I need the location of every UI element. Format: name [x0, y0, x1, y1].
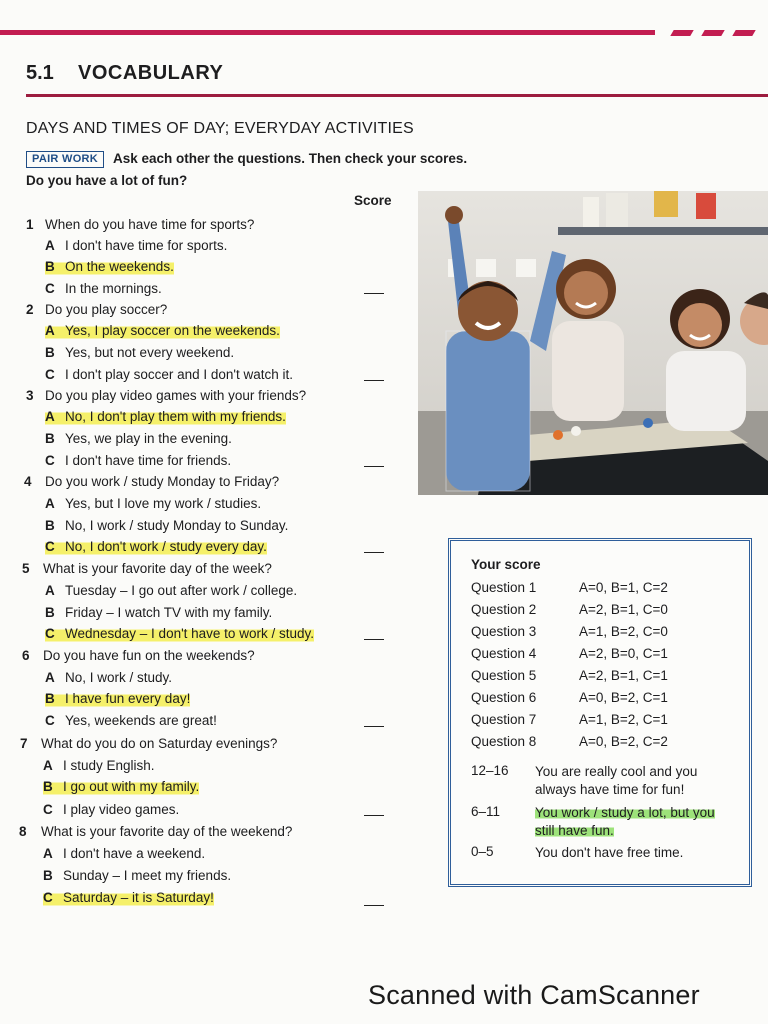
question-number: 4	[24, 474, 32, 489]
option-letter: B	[45, 691, 55, 706]
option-text: No, I work / study Monday to Sunday.	[65, 518, 289, 533]
score-row-question: Question 6	[471, 690, 537, 705]
score-column-header: Score	[354, 193, 392, 208]
question-text: Do you play video games with your friends?	[45, 388, 307, 403]
option-letter: C	[45, 626, 55, 641]
score-row-values: A=1, B=2, C=1	[579, 712, 668, 727]
question-number: 7	[20, 736, 28, 751]
answer-option	[43, 801, 179, 819]
top-bar-line	[0, 30, 655, 35]
score-range: 6–11	[471, 804, 501, 819]
option-letter: C	[45, 453, 55, 468]
option-letter: C	[45, 539, 55, 554]
question-text: What do you do on Saturday evenings?	[41, 736, 278, 751]
answer-option	[45, 452, 231, 470]
score-blank-line	[364, 726, 384, 727]
score-row-values: A=0, B=2, C=1	[579, 690, 668, 705]
score-blank-line	[364, 293, 384, 294]
answer-option	[45, 366, 293, 384]
option-letter: A	[45, 670, 55, 685]
quiz-title: Do you have a lot of fun?	[26, 173, 188, 188]
score-row-question: Question 8	[471, 734, 537, 749]
score-row-question: Question 2	[471, 602, 537, 617]
option-letter: B	[43, 779, 53, 794]
score-row-values: A=0, B=2, C=2	[579, 734, 668, 749]
option-text: Yes, but I love my work / studies.	[65, 496, 262, 511]
score-row-values: A=0, B=1, C=2	[579, 580, 668, 595]
question-text: Do you have fun on the weekends?	[43, 648, 255, 663]
top-bar-dash	[732, 30, 755, 36]
option-text: I play video games.	[63, 802, 180, 817]
score-key-box	[448, 538, 752, 887]
answer-option	[45, 237, 227, 255]
option-letter: A	[45, 323, 55, 338]
score-row-question: Question 1	[471, 580, 537, 595]
option-text: I don't play soccer and I don't watch it.	[65, 367, 294, 382]
answer-option-highlighted	[45, 625, 314, 643]
option-text: No, I work / study.	[65, 670, 173, 685]
answer-option-highlighted	[43, 778, 199, 796]
option-letter: B	[43, 868, 53, 883]
score-blank-line	[364, 905, 384, 906]
option-text: Yes, but not every weekend.	[65, 345, 235, 360]
option-letter: B	[45, 605, 55, 620]
score-row-values: A=2, B=1, C=0	[579, 602, 668, 617]
question-number: 3	[26, 388, 34, 403]
score-blank-line	[364, 552, 384, 553]
score-blank-line	[364, 815, 384, 816]
score-blank-line	[364, 466, 384, 467]
option-text: Yes, weekends are great!	[65, 713, 217, 728]
option-letter: B	[45, 345, 55, 360]
score-row-question: Question 3	[471, 624, 537, 639]
question-number: 2	[26, 302, 34, 317]
answer-option-highlighted	[45, 258, 174, 276]
question-text: What is your favorite day of the week?	[43, 561, 272, 576]
question-text: What is your favorite day of the weekend?	[41, 824, 293, 839]
scanner-watermark: Scanned with CamScanner	[368, 980, 700, 1010]
option-text: I have fun every day!	[65, 691, 191, 706]
question-number: 8	[19, 824, 27, 839]
answer-option	[45, 280, 162, 298]
option-text: Yes, we play in the evening.	[65, 431, 232, 446]
option-text: No, I don't play them with my friends.	[65, 409, 286, 424]
score-blank-line	[364, 380, 384, 381]
section-subheading: DAYS AND TIMES OF DAY; EVERYDAY ACTIVITIES	[26, 120, 414, 137]
option-text: No, I don't work / study every day.	[65, 539, 267, 554]
score-row-question: Question 4	[471, 646, 537, 661]
option-letter: A	[45, 496, 55, 511]
option-letter: A	[43, 846, 53, 861]
answer-option	[43, 757, 155, 775]
answer-option-highlighted	[45, 322, 280, 340]
unit-title: VOCABULARY	[78, 62, 224, 84]
score-box-title: Your score	[471, 557, 541, 572]
score-range-result: You are really cool and you always have time for fun!	[535, 764, 698, 797]
answer-option	[45, 517, 288, 535]
option-letter: A	[45, 409, 55, 424]
question-number: 1	[26, 217, 34, 232]
option-text: Sunday – I meet my friends.	[63, 868, 232, 883]
score-range-result: You don't have free time.	[535, 845, 684, 860]
option-letter: C	[45, 281, 55, 296]
option-text: Yes, I play soccer on the weekends.	[65, 323, 280, 338]
answer-option	[45, 604, 272, 622]
option-letter: A	[43, 758, 53, 773]
option-text: I don't have time for friends.	[65, 453, 232, 468]
question-number: 5	[22, 561, 30, 576]
option-text: Saturday – it is Saturday!	[63, 890, 214, 905]
score-range-result	[535, 804, 735, 840]
answer-option-highlighted	[45, 538, 267, 556]
top-bar-dash	[701, 30, 724, 36]
option-letter: C	[43, 890, 53, 905]
option-letter: B	[45, 259, 55, 274]
option-letter: B	[45, 518, 55, 533]
option-text: Friday – I watch TV with my family.	[65, 605, 273, 620]
answer-option	[43, 867, 231, 885]
option-text: On the weekends.	[65, 259, 174, 274]
option-text: In the mornings.	[65, 281, 162, 296]
question-number: 6	[22, 648, 30, 663]
unit-number: 5.1	[26, 62, 54, 84]
option-text: I go out with my family.	[63, 779, 200, 794]
option-text: Tuesday – I go out after work / college.	[65, 583, 298, 598]
option-text: Wednesday – I don't have to work / study.	[65, 626, 314, 641]
family-board-game-photo	[418, 191, 768, 495]
option-text: I don't have time for sports.	[65, 238, 228, 253]
option-letter: B	[45, 431, 55, 446]
instruction-text: Ask each other the questions. Then check your scores.	[113, 151, 468, 166]
score-row-question: Question 5	[471, 668, 537, 683]
option-text: I study English.	[63, 758, 155, 773]
score-range: 0–5	[471, 844, 494, 859]
score-row-question: Question 7	[471, 712, 537, 727]
score-range: 12–16	[471, 763, 509, 778]
score-range-result-highlighted: You work / study a lot, but you still have fun.	[535, 805, 715, 838]
answer-option	[45, 430, 232, 448]
question-text: Do you play soccer?	[45, 302, 168, 317]
option-letter: A	[45, 583, 55, 598]
answer-option-highlighted	[45, 690, 190, 708]
option-letter: C	[45, 367, 55, 382]
top-bar-dash	[670, 30, 693, 36]
option-letter: A	[45, 238, 55, 253]
top-decor-bar	[0, 28, 768, 38]
answer-option-highlighted	[43, 889, 214, 907]
option-letter: C	[45, 713, 55, 728]
answer-option	[45, 582, 297, 600]
score-row-values: A=2, B=1, C=1	[579, 668, 668, 683]
photo-illustration	[418, 191, 768, 495]
pair-work-badge: PAIR WORK	[26, 151, 104, 168]
title-rule	[26, 94, 768, 97]
answer-option	[45, 344, 234, 362]
option-text: I don't have a weekend.	[63, 846, 206, 861]
answer-option	[45, 495, 261, 513]
score-blank-line	[364, 639, 384, 640]
score-row-values: A=1, B=2, C=0	[579, 624, 668, 639]
score-row-values: A=2, B=0, C=1	[579, 646, 668, 661]
answer-option	[45, 669, 172, 687]
answer-option	[45, 712, 217, 730]
answer-option	[43, 845, 205, 863]
question-text: When do you have time for sports?	[45, 217, 255, 232]
option-letter: C	[43, 802, 53, 817]
answer-option-highlighted	[45, 408, 286, 426]
question-text: Do you work / study Monday to Friday?	[45, 474, 280, 489]
